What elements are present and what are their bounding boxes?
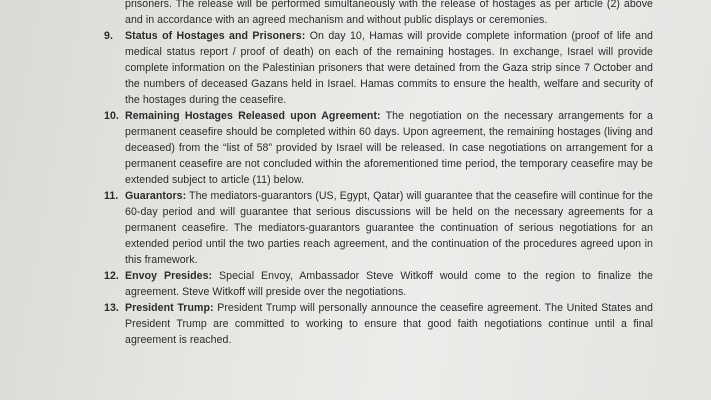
list-item-11 — [0, 188, 653, 268]
item-heading: President Trump: — [125, 302, 214, 314]
item-heading: Remaining Hostages Released upon Agreement: — [125, 110, 381, 122]
list-item-10 — [0, 108, 653, 188]
item-text: President Trump will personally announce the ceasefire agreement. The United States and President Trump are committed to working to ensure that good faith negotiations continue until a final agreement is reached. — [125, 302, 653, 346]
item-text: On day 10, Hamas will provide complete information (proof of life and medical status report / proof of death) on each of the remaining hostages. In exchange, Israel will provide complete information on the Palestinian prisoners that were detained from the Gaza strip since 7 October and the numbers of deceased Gazans held in Israel. Hamas commits to ensure the health, welfare and security of the hostages during the ceasefire. — [125, 30, 653, 106]
item-heading: Envoy Presides: — [125, 270, 213, 282]
item-text: The mediators-guarantors (US, Egypt, Qatar) will guarantee that the ceasefire will continue for the 60-day period and will guarantee that serious discussions will be held on the necessary agreements for a permanent ceasefire. The mediators-guarantors guarantee the continuation of serious negotiations for an extended period until the two parties reach agreement, and the continuation of the procedures agreed upon in this framework. — [125, 190, 653, 266]
item-number: 11. — [104, 190, 119, 202]
item-number: 12. — [104, 270, 119, 282]
item-number: 10. — [104, 110, 119, 122]
intro-continuation — [125, 0, 653, 28]
item-paragraph — [125, 28, 653, 108]
item-paragraph — [125, 108, 653, 188]
item-paragraph — [125, 300, 653, 348]
item-text: The negotiation on the necessary arrangements for a permanent ceasefire should be completed within 60 days. Upon agreement, the remaining hostages (living and deceased) from the “list of 58” provided by Israel will be released. In case negotiations on arrangement for a permanent ceasefire are not concluded within the aforementioned time period, the temporary ceasefire may be extended subject to article (11) below. — [125, 110, 653, 186]
item-heading: Guarantors: — [125, 190, 187, 202]
item-text: Special Envoy, Ambassador Steve Witkoff would come to the region to finalize the agreement. Steve Witkoff will preside over the negotiations. — [125, 270, 653, 298]
item-number: 13. — [104, 302, 119, 314]
intro-continuation-text: prisoners. The release will be performed simultaneously with the release of hostages as per article (2) above and in accordance with an agreed mechanism and without public displays or ceremonies. — [125, 0, 653, 26]
item-heading: Status of Hostages and Prisoners: — [125, 30, 306, 42]
item-paragraph — [125, 268, 653, 300]
list-item-12 — [0, 268, 653, 300]
list-item-9 — [0, 28, 653, 108]
item-paragraph — [125, 188, 653, 268]
list-item-13 — [0, 300, 653, 348]
item-number: 9. — [104, 30, 113, 42]
